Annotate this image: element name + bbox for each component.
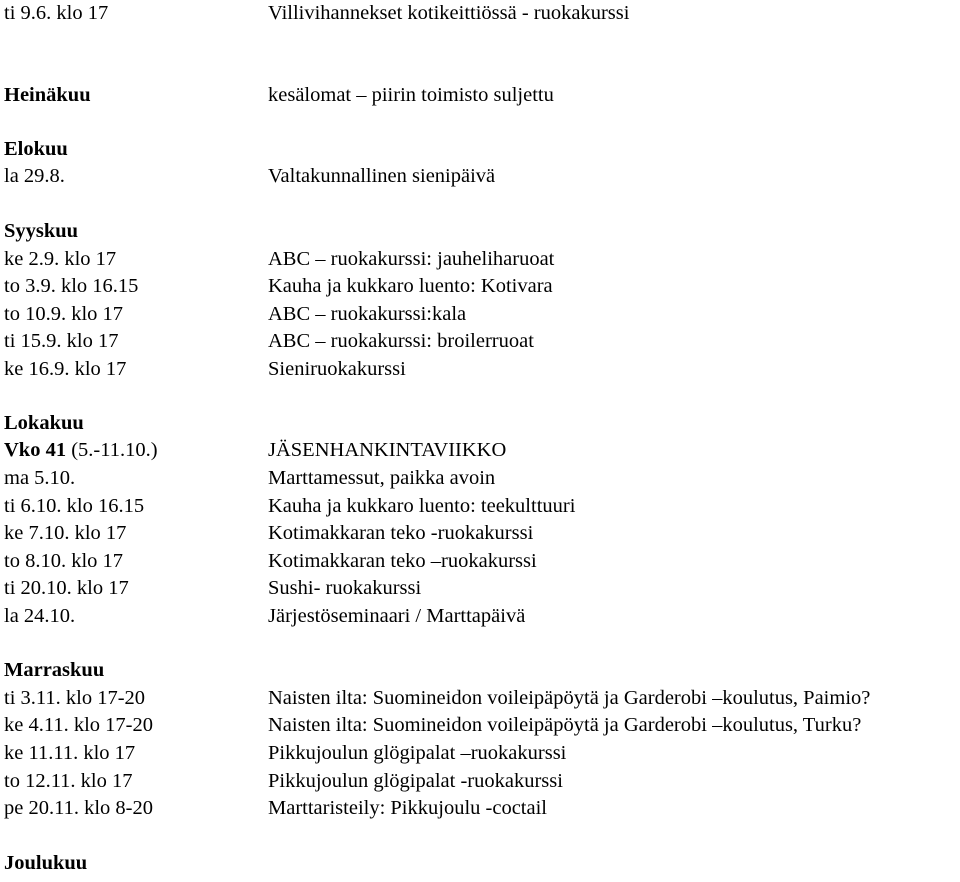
event-title: Pikkujoulun glögipalat –ruokakurssi	[268, 742, 567, 764]
event-date: ti 20.10. klo 17	[4, 577, 129, 599]
month-heading: Lokakuu	[4, 412, 84, 434]
event-date: ke 4.11. klo 17-20	[4, 714, 153, 736]
event-title: Naisten ilta: Suomineidon voileipäpöytä ja Garderobi –koulutus, Paimio?	[268, 687, 871, 709]
event-title: Sieniruokakurssi	[268, 358, 406, 380]
event-date: pe 20.11. klo 8-20	[4, 797, 153, 819]
event-title: Järjestöseminaari / Marttapäivä	[268, 605, 526, 627]
schedule-row	[0, 356, 960, 383]
event-title: Kauha ja kukkaro luento: teekulttuuri	[268, 495, 576, 517]
week-label	[4, 437, 158, 464]
schedule-row	[0, 328, 960, 355]
schedule-row	[0, 712, 960, 739]
schedule-row	[0, 0, 960, 27]
event-date: ke 16.9. klo 17	[4, 358, 127, 380]
schedule-row	[0, 520, 960, 547]
schedule-row	[0, 795, 960, 822]
month-heading: Joulukuu	[4, 852, 88, 874]
month-row-syyskuu	[0, 218, 960, 245]
event-title: Pikkujoulun glögipalat -ruokakurssi	[268, 770, 563, 792]
event-title: Marttamessut, paikka avoin	[268, 467, 496, 489]
month-heading: Elokuu	[4, 138, 68, 160]
month-heading: Marraskuu	[4, 659, 105, 681]
event-title: kesälomat – piirin toimisto suljettu	[268, 84, 554, 106]
schedule-row	[0, 685, 960, 712]
schedule-row	[0, 493, 960, 520]
month-row-heinakuu	[0, 82, 960, 109]
schedule-row	[0, 273, 960, 300]
event-date: to 12.11. klo 17	[4, 770, 133, 792]
schedule-row	[0, 548, 960, 575]
event-date: ke 7.10. klo 17	[4, 522, 127, 544]
event-title: Valtakunnallinen sienipäivä	[268, 165, 496, 187]
event-date: ti 9.6. klo 17	[4, 2, 109, 24]
event-title: Naisten ilta: Suomineidon voileipäpöytä ja Garderobi –koulutus, Turku?	[268, 714, 862, 736]
event-date: ti 3.11. klo 17-20	[4, 687, 146, 709]
week-range: (5.-11.10.)	[66, 439, 158, 461]
event-date: la 24.10.	[4, 605, 76, 627]
month-heading: Heinäkuu	[4, 84, 91, 106]
event-date: to 3.9. klo 16.15	[4, 275, 139, 297]
schedule-row	[0, 768, 960, 795]
schedule-row	[0, 163, 960, 190]
event-title: Kauha ja kukkaro luento: Kotivara	[268, 275, 553, 297]
week-number: Vko 41	[4, 439, 67, 461]
event-date: ke 11.11. klo 17	[4, 742, 136, 764]
month-row-marraskuu	[0, 657, 960, 684]
event-date: ke 2.9. klo 17	[4, 248, 117, 270]
event-title: JÄSENHANKINTAVIIKKO	[268, 439, 507, 461]
schedule-row	[0, 246, 960, 273]
event-title: Marttaristeily: Pikkujoulu -coctail	[268, 797, 547, 819]
event-title: ABC – ruokakurssi: broilerruoat	[268, 330, 534, 352]
month-row-elokuu	[0, 136, 960, 163]
schedule-row-vko	[0, 437, 960, 464]
month-row-lokakuu	[0, 410, 960, 437]
event-date: to 10.9. klo 17	[4, 303, 124, 325]
event-date: ti 15.9. klo 17	[4, 330, 119, 352]
schedule-row	[0, 465, 960, 492]
event-title: Sushi- ruokakurssi	[268, 577, 422, 599]
event-title: Kotimakkaran teko –ruokakurssi	[268, 550, 537, 572]
month-row-joulukuu	[0, 850, 960, 877]
event-date: la 29.8.	[4, 165, 65, 187]
event-date: to 8.10. klo 17	[4, 550, 124, 572]
event-date: ti 6.10. klo 16.15	[4, 495, 145, 517]
month-heading: Syyskuu	[4, 220, 79, 242]
schedule-row	[0, 603, 960, 630]
event-date: ma 5.10.	[4, 467, 76, 489]
schedule-row	[0, 575, 960, 602]
event-title: Kotimakkaran teko -ruokakurssi	[268, 522, 534, 544]
event-title: ABC – ruokakurssi:kala	[268, 303, 467, 325]
event-title: ABC – ruokakurssi: jauheliharuoat	[268, 248, 555, 270]
event-title: Villivihannekset kotikeittiössä - ruokakurssi	[268, 2, 630, 24]
schedule-row	[0, 301, 960, 328]
schedule-row	[0, 740, 960, 767]
